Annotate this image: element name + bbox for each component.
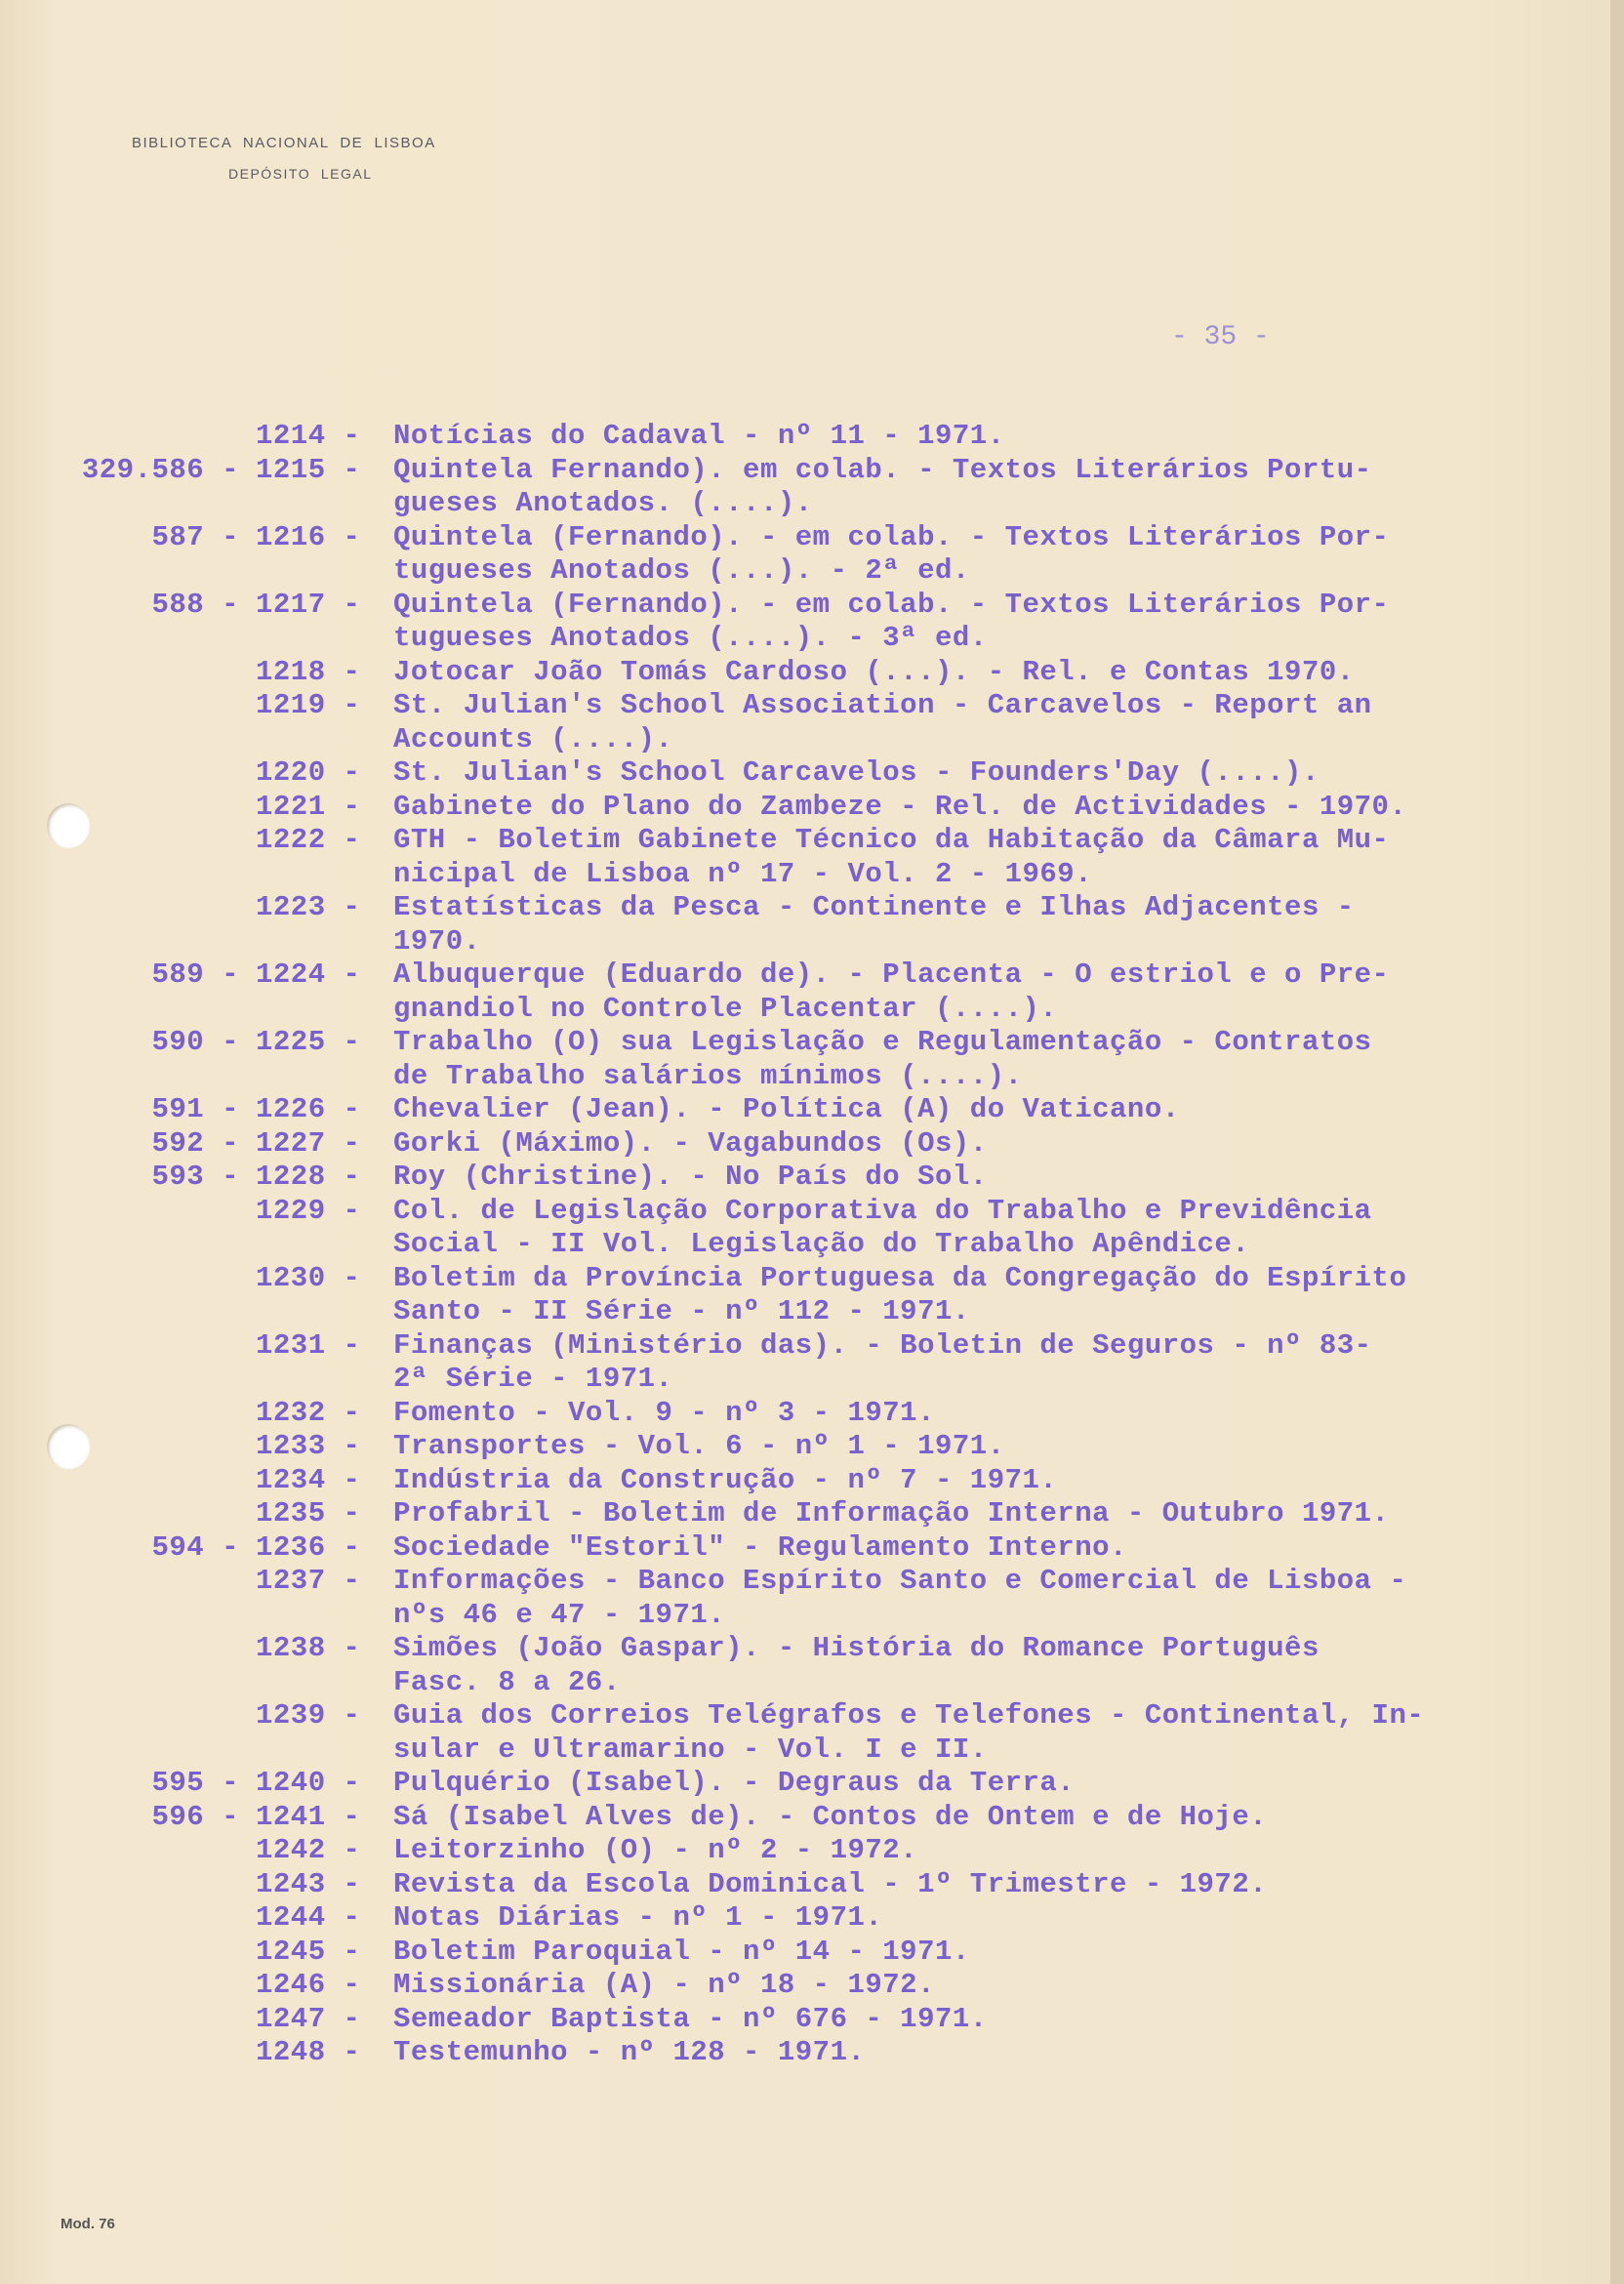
entry-number: 1235 - [256,1497,361,1529]
entry-text: gueses Anotados. (....). [393,487,813,519]
entry-row [0,1936,1624,1970]
entry-number: 1223 - [256,891,361,923]
entry-row [0,1262,1624,1296]
entry-row [0,1531,1624,1566]
accession-number: 591 - [151,1093,239,1125]
department-header: DEPÓSITO LEGAL [228,166,373,182]
entry-continuation-line [0,622,1624,656]
entry-text: Profabril - Boletim de Informação Interna - Outubro 1971. [393,1497,1390,1529]
entry-text: St. Julian's School Association - Carcavelos - Report an [393,689,1372,721]
entry-continuation-line [0,1733,1624,1768]
accession-number: 596 - [151,1800,239,1833]
entry-continuation-line [0,487,1624,521]
entry-text: Pulquério (Isabel). - Degraus da Terra. [393,1767,1076,1799]
entry-number: 1221 - [256,790,361,823]
entry-text: Jotocar João Tomás Cardoso (...). - Rel. e Contas 1970. [393,655,1355,688]
entry-text: Simões (João Gaspar). - História do Romance Português [393,1632,1320,1664]
entry-number: 1247 - [256,2002,361,2035]
accession-number: 595 - [151,1767,239,1799]
accession-number: 592 - [151,1126,239,1160]
entry-continuation-line [0,723,1624,757]
entry-number: 1246 - [256,1969,361,2001]
entry-text: nicipal de Lisboa nº 17 - Vol. 2 - 1969. [393,857,1093,890]
entry-row [0,1329,1624,1364]
entry-text: Revista da Escola Dominical - 1º Trimestre - 1972. [393,1867,1268,1900]
entry-number: 1234 - [256,1463,361,1496]
entry-row [0,2003,1624,2037]
entry-number: 1238 - [256,1632,361,1664]
entry-continuation-line [0,993,1624,1027]
entry-text: Informações - Banco Espírito Santo e Comercial de Lisboa - [393,1565,1407,1597]
entry-row [0,756,1624,791]
entry-text: 1970. [393,924,481,958]
entry-row [0,1497,1624,1531]
entry-continuation-line [0,1060,1624,1094]
entry-number: 1218 - [256,655,361,688]
entry-number: 1214 - [256,420,361,452]
entry-row [0,1161,1624,1195]
entry-text: de Trabalho salários mínimos (....). [393,1059,1023,1092]
entry-text: gnandiol no Controle Placentar (....). [393,992,1058,1025]
entry-text: Quintela Fernando). em colab. - Textos Literários Portu- [393,453,1372,486]
entry-text: Gabinete do Plano do Zambeze - Rel. de Actividades - 1970. [393,790,1407,823]
entry-row [0,1632,1624,1666]
entry-text: Santo - II Série - nº 112 - 1971. [393,1295,970,1327]
entry-continuation-line [0,1295,1624,1329]
entry-text: Finanças (Ministério das). - Boletin de Seguros - nº 83- [393,1328,1372,1362]
entry-number: 1230 - [256,1261,361,1294]
entry-number: 1243 - [256,1867,361,1900]
entry-continuation-line [0,858,1624,892]
entry-text: Col. de Legislação Corporativa do Trabalho e Previdência [393,1194,1372,1227]
form-model-mark: Mod. 76 [61,2216,115,2232]
entry-row [0,1430,1624,1464]
entry-number: 1239 - [256,1699,361,1732]
entry-row [0,454,1624,488]
entry-text: GTH - Boletim Gabinete Técnico da Habitação da Câmara Mu- [393,824,1390,856]
entry-row [0,1801,1624,1835]
entry-row [0,521,1624,555]
entry-number: 1222 - [256,824,361,856]
entry-number: 1226 - [256,1093,361,1125]
entry-text: Social - II Vol. Legislação do Trabalho Apêndice. [393,1228,1250,1260]
page-number: - 35 - [1171,322,1270,352]
entry-number: 1225 - [256,1026,361,1058]
entry-text: Quintela (Fernando). - em colab. - Textos Literários Por- [393,520,1390,553]
entry-text: Sá (Isabel Alves de). - Contos de Ontem e de Hoje. [393,1800,1268,1833]
entry-number: 1224 - [256,958,361,991]
entry-text: Guia dos Correios Telégrafos e Telefones - Continental, In- [393,1699,1425,1732]
entry-number: 1241 - [256,1800,361,1833]
entry-row [0,1127,1624,1162]
entry-text: tugueses Anotados (...). - 2ª ed. [393,554,970,587]
entry-text: Missionária (A) - nº 18 - 1972. [393,1969,935,2001]
accession-number: 594 - [151,1530,239,1564]
entry-row [0,1026,1624,1060]
entry-number: 1231 - [256,1328,361,1362]
entry-number: 1228 - [256,1161,361,1193]
entry-number: 1219 - [256,689,361,721]
entry-row [0,689,1624,723]
entry-row [0,1195,1624,1229]
entry-number: 1220 - [256,756,361,789]
entry-number: 1229 - [256,1194,361,1227]
entry-row [0,1464,1624,1498]
entry-text: Roy (Christine). - No País do Sol. [393,1161,988,1193]
entry-text: nºs 46 e 47 - 1971. [393,1598,726,1631]
entry-row [0,1565,1624,1599]
entry-number: 1245 - [256,1935,361,1968]
entry-number: 1240 - [256,1767,361,1799]
entry-text: Indústria da Construção - nº 7 - 1971. [393,1463,1058,1496]
entry-number: 1232 - [256,1396,361,1429]
entry-text: Transportes - Vol. 6 - nº 1 - 1971. [393,1430,1005,1462]
entry-row [0,1969,1624,2003]
accession-number: 590 - [151,1026,239,1058]
entry-continuation-line [0,1228,1624,1262]
entry-text: Boletim Paroquial - nº 14 - 1971. [393,1935,970,1968]
entry-row [0,791,1624,825]
entry-continuation-line [0,1363,1624,1397]
entry-row [0,1834,1624,1868]
entry-text: Albuquerque (Eduardo de). - Placenta - O estriol e o Pre- [393,958,1390,991]
entry-row [0,656,1624,690]
entry-text: St. Julian's School Carcavelos - Founders'Day (....). [393,756,1320,789]
entry-text: 2ª Série - 1971. [393,1363,673,1395]
entry-row [0,958,1624,993]
entry-text: Semeador Baptista - nº 676 - 1971. [393,2002,988,2035]
entry-text: Boletim da Província Portuguesa da Congregação do Espírito [393,1261,1407,1294]
entry-continuation-line [0,1666,1624,1700]
entry-text: Estatísticas da Pesca - Continente e Ilhas Adjacentes - [393,891,1355,923]
entry-row [0,420,1624,454]
accession-number: 589 - [151,958,239,991]
entry-text: Notas Diárias - nº 1 - 1971. [393,1901,883,1934]
entry-number: 1248 - [256,2036,361,2068]
accession-number: 329.586 - [81,453,239,486]
entry-row [0,2036,1624,2070]
entry-text: Notícias do Cadaval - nº 11 - 1971. [393,420,1005,452]
accession-number: 588 - [151,588,239,621]
entry-number: 1237 - [256,1565,361,1597]
entry-text: Accounts (....). [393,722,673,755]
entry-text: Testemunho - nº 128 - 1971. [393,2036,866,2068]
entry-text: Gorki (Máximo). - Vagabundos (Os). [393,1126,988,1160]
entry-row [0,1901,1624,1936]
accession-number: 587 - [151,520,239,553]
deposit-entries-list [0,420,1624,2070]
entry-number: 1216 - [256,520,361,553]
entry-row [0,1093,1624,1127]
entry-text: Fomento - Vol. 9 - nº 3 - 1971. [393,1396,935,1429]
entry-text: Fasc. 8 a 26. [393,1665,621,1698]
entry-number: 1217 - [256,588,361,621]
entry-row [0,1868,1624,1902]
entry-number: 1244 - [256,1901,361,1934]
entry-number: 1236 - [256,1530,361,1564]
institution-header: BIBLIOTECA NACIONAL DE LISBOA [132,135,436,151]
entry-text: tugueses Anotados (....). - 3ª ed. [393,622,988,654]
entry-row [0,891,1624,925]
entry-number: 1233 - [256,1430,361,1462]
entry-continuation-line [0,554,1624,589]
entry-text: Leitorzinho (O) - nº 2 - 1972. [393,1834,918,1866]
entry-continuation-line [0,1599,1624,1633]
entry-row [0,589,1624,623]
entry-text: Trabalho (O) sua Legislação e Regulamentação - Contratos [393,1026,1372,1058]
entry-row [0,1699,1624,1733]
accession-number: 593 - [151,1161,239,1193]
entry-number: 1215 - [256,453,361,486]
entry-text: Chevalier (Jean). - Política (A) do Vaticano. [393,1093,1180,1125]
entry-number: 1227 - [256,1126,361,1160]
entry-row [0,824,1624,858]
entry-row [0,1767,1624,1801]
entry-continuation-line [0,925,1624,959]
entry-text: Quintela (Fernando). - em colab. - Textos Literários Por- [393,588,1390,621]
entry-text: sular e Ultramarino - Vol. I e II. [393,1733,988,1766]
entry-number: 1242 - [256,1834,361,1866]
entry-text: Sociedade "Estoril" - Regulamento Interno. [393,1530,1127,1564]
entry-row [0,1397,1624,1431]
